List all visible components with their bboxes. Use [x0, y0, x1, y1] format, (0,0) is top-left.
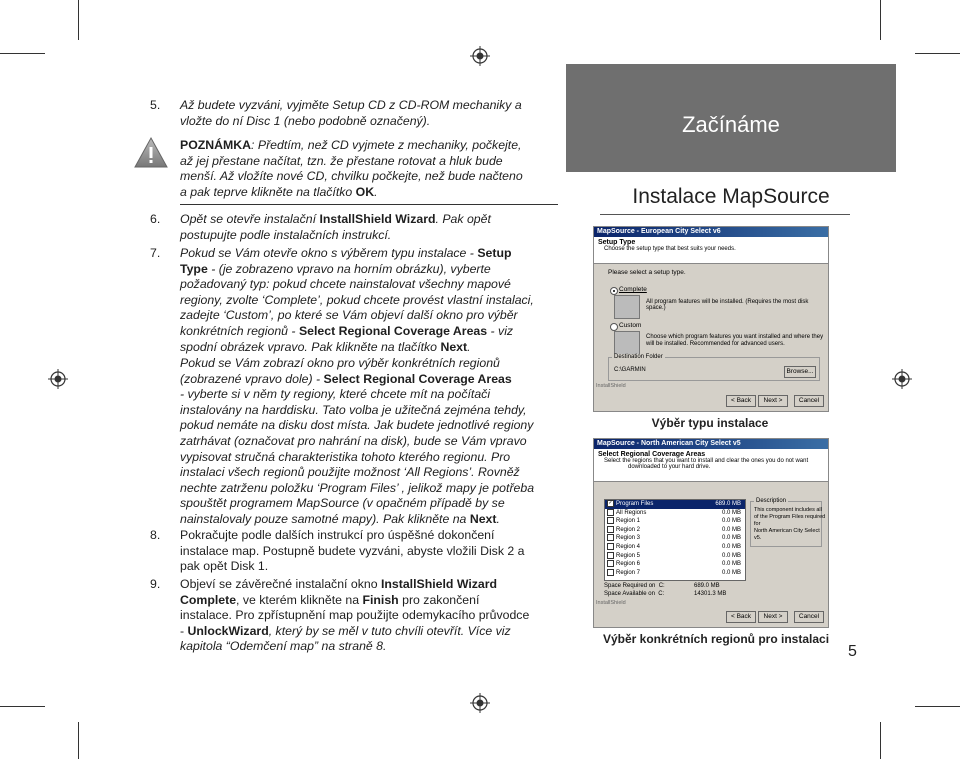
text-line — [180, 624, 558, 640]
cancel-button[interactable]: Cancel — [794, 611, 824, 623]
bold-term: Setup — [477, 246, 512, 260]
dialog-header — [594, 449, 828, 482]
text-line — [180, 324, 558, 340]
bold-term: Complete — [180, 592, 237, 607]
text-span: a pak teprve klikněte na tlačítko — [180, 184, 356, 199]
list-item[interactable] — [605, 569, 745, 578]
region-name: Region 6 — [616, 561, 641, 568]
text-line: postupujte podle instalačních instrukcí. — [180, 227, 392, 242]
description-line: This component includes all — [754, 507, 822, 513]
text-line: požadovaný typ: pokud chcete nainstalovat všechny mapové — [180, 277, 511, 292]
text-span: - viz — [487, 323, 514, 338]
text-line: Pokud se Vám zobrazí okno pro výběr konkrétních regionů — [180, 356, 500, 370]
description-label: Description — [756, 498, 787, 504]
bold-term: InstallShield Wizard — [319, 212, 436, 226]
text-line: regiony, zvolte ‘Complete’, pokud chcete provést vlastní instalaci, — [180, 292, 534, 307]
text-span: . — [496, 511, 500, 526]
space-required — [604, 583, 665, 589]
region-name: Region 2 — [616, 526, 641, 533]
step-7-text — [180, 246, 558, 355]
page-number: 5 — [848, 643, 857, 660]
caption-region-select: Výběr konkrétních regionů pro instalaci — [602, 632, 830, 646]
dialog-subheading: downloaded to your hard drive. — [628, 464, 711, 470]
region-size: 0.0 MB — [721, 561, 741, 568]
text-span: konkrétních regionů - — [180, 323, 299, 338]
complete-radio[interactable] — [610, 287, 618, 295]
crop-mark — [0, 53, 45, 54]
region-name: All Regions — [616, 509, 647, 516]
drive-label: C: — [658, 591, 665, 597]
step-number: 5. — [150, 98, 161, 112]
text-line: vypisovat stručná charakteristika tohoto kterého regionu. Pro — [180, 449, 511, 464]
description-line: of the Program Files required for — [754, 514, 826, 527]
text-line: menší. Až vložíte nové CD, chvilku počkejte, než bude načteno — [180, 169, 523, 184]
text-span: Opět se otevře instalační — [180, 212, 320, 226]
text-span: . — [467, 339, 471, 354]
back-button[interactable]: < Back — [726, 395, 756, 407]
registration-mark-icon — [470, 46, 490, 66]
checkbox-icon[interactable] — [607, 534, 614, 541]
text-span: . — [374, 184, 378, 199]
text-line: nechte zatrženu položku ‘Program Files’ , jelikož mapy je potřeba — [180, 480, 535, 495]
region-name: Region 3 — [616, 535, 641, 542]
setup-prompt: Please select a setup type. — [608, 269, 686, 276]
dialog-heading: Select Regional Coverage Areas — [598, 451, 706, 458]
text-line — [180, 372, 558, 388]
list-item[interactable] — [605, 543, 745, 552]
region-name: Region 4 — [616, 544, 641, 551]
bold-term: Select Regional Coverage Areas — [298, 323, 488, 338]
back-button[interactable]: < Back — [726, 611, 756, 623]
custom-setup-icon — [614, 331, 640, 355]
region-name: Program Files — [616, 501, 654, 508]
custom-description: will be installed. Recommended for advanced users. — [646, 341, 785, 347]
next-button[interactable]: Next > — [758, 611, 788, 623]
bold-term: Select Regional Coverage Areas — [323, 371, 512, 386]
text-line: - vyberte si v něm ty regiony, které chcete mít na počítači — [180, 387, 491, 402]
crop-mark — [915, 706, 960, 707]
step-5-text — [180, 98, 558, 129]
text-line — [180, 577, 558, 593]
dialog-titlebar: MapSource - North American City Select v5 — [594, 439, 828, 449]
region-size: 0.0 MB — [721, 518, 741, 525]
regional-coverage-dialog — [593, 438, 829, 628]
list-item[interactable] — [605, 552, 745, 561]
step-number: 6. — [150, 212, 161, 226]
region-size: 0.0 MB — [721, 552, 741, 559]
text-line: až jej přestane načítat, tzn. že přestane rotovat a hluk bude — [180, 153, 503, 168]
checkbox-checked-icon[interactable]: ✓ — [608, 500, 613, 506]
text-line: kapitola “Odemčení map” na straně 8. — [180, 639, 387, 654]
dialog-header — [594, 237, 828, 264]
complete-description: All program features will be installed. (Requires the most disk space.) — [646, 299, 809, 311]
space-label: Space Required on — [604, 583, 656, 589]
space-label: Space Available on — [604, 591, 655, 597]
text-span: Pokud se Vám otevře okno s výběrem typu instalace - — [180, 246, 478, 260]
step-number: 8. — [150, 528, 161, 542]
registration-mark-icon — [892, 369, 912, 389]
text-line: zatrhávat (označovat pro nahrání na disk), bude se Vám vpravo — [180, 433, 527, 448]
installshield-footer: InstallShield — [596, 383, 626, 389]
bold-term: InstallShield Wizard — [380, 577, 498, 591]
text-span: : Předtím, než CD vyjmete z mechaniky, počkejte, — [251, 138, 522, 152]
text-line: zadejte ‘Custom’, po které se Vám objeví další okno pro výběr — [180, 308, 518, 323]
dialog-subheading: Select the regions that you want to install and clear the ones you do not want — [604, 458, 809, 464]
caption-setup-type: Výběr typu instalace — [651, 416, 769, 430]
text-span: spodní obrázek vpravo. Pak klikněte na tlačítko — [180, 339, 441, 354]
text-line — [180, 246, 558, 262]
region-size: 0.0 MB — [721, 543, 741, 550]
dialog-subheading: Choose the setup type that best suits your needs. — [604, 246, 736, 252]
note-divider — [180, 204, 558, 205]
registration-mark-icon — [470, 693, 490, 713]
region-size: 0.0 MB — [721, 535, 741, 542]
step-9-text — [180, 577, 558, 655]
region-name: Region 5 — [616, 552, 641, 559]
dialog-heading: Setup Type — [598, 239, 636, 246]
region-size: 0.0 MB — [721, 509, 741, 516]
text-line: instalace map. Postupně budete vyzváni, abyste vložili Disk 2 a — [180, 543, 525, 558]
registration-mark-icon — [48, 369, 68, 389]
text-line — [180, 138, 558, 154]
region-name: Region 1 — [616, 518, 641, 525]
list-item[interactable] — [605, 517, 745, 526]
region-size: 0.0 MB — [721, 526, 741, 533]
section-title: Instalace MapSource — [632, 185, 830, 208]
crop-mark — [915, 53, 960, 54]
text-span: . Pak opět — [435, 212, 491, 226]
region-size: 689.0 MB — [715, 501, 741, 507]
list-item[interactable] — [605, 526, 745, 535]
next-button[interactable]: Next > — [758, 395, 788, 407]
browse-button[interactable]: Browse... — [784, 366, 816, 378]
checkbox-icon[interactable] — [607, 517, 614, 524]
text-line: Pokračujte podle dalších instrukcí pro úspěšné dokončení — [180, 528, 495, 542]
text-line: instalovány na harddisku. Tato volba je užitečná zejména tehdy, — [180, 402, 527, 417]
text-span: - — [180, 623, 188, 638]
space-available-value: 14301.3 MB — [694, 591, 727, 597]
setup-type-dialog — [593, 226, 829, 412]
text-line: vložte do ní Disc 1 (nebo podobně označený). — [180, 113, 431, 128]
custom-description: Choose which program features you want installed and where they — [646, 334, 824, 340]
custom-radio[interactable] — [610, 323, 618, 331]
destination-path: C:\GARMIN — [614, 367, 646, 373]
step-8-text — [180, 528, 558, 575]
checkbox-icon[interactable] — [607, 569, 614, 576]
checkbox-icon[interactable] — [607, 560, 614, 567]
cancel-button[interactable]: Cancel — [794, 395, 824, 407]
crop-mark — [880, 722, 881, 759]
text-line — [180, 593, 558, 609]
custom-label[interactable]: Custom — [619, 322, 642, 329]
installshield-footer: InstallShield — [596, 600, 626, 606]
space-required-value: 689.0 MB — [694, 583, 720, 589]
list-item[interactable] — [605, 560, 745, 569]
text-line: Až budete vyzváni, vyjměte Setup CD z CD-ROM mechaniky a — [180, 98, 522, 112]
checkbox-icon[interactable] — [607, 543, 614, 550]
checkbox-icon[interactable] — [607, 552, 614, 559]
list-item[interactable] — [605, 509, 745, 518]
section-divider — [600, 214, 850, 215]
region-size: 0.0 MB — [721, 569, 741, 576]
text-span: (zobrazené vpravo dole) - — [180, 371, 324, 386]
checkbox-icon[interactable] — [607, 526, 614, 533]
text-span: , ve kterém klikněte na — [236, 592, 363, 607]
text-line — [180, 340, 558, 356]
text-line — [180, 185, 558, 201]
chapter-title: Začínáme — [682, 112, 780, 137]
regions-list[interactable] — [604, 499, 746, 581]
text-line — [180, 512, 558, 528]
destination-label: Destination Folder — [614, 354, 663, 360]
crop-mark — [880, 0, 881, 40]
text-line: pokud nemáte na disku dost místa. Jak budete jednotlivé regiony — [180, 418, 534, 433]
dialog-titlebar: MapSource - European City Select v6 — [594, 227, 828, 237]
text-span: nainstalovaly pouze samotné mapy). Pak klikněte na — [180, 511, 470, 526]
bold-term: Type — [180, 261, 208, 276]
text-span: - (je zobrazeno vpravo na horním obrázku), vyberte — [207, 261, 491, 276]
text-line: spouštět programem MapSource (v opačném případě by se — [180, 496, 505, 511]
bold-term: Next — [440, 339, 468, 354]
text-span: , který by se měl v tuto chvíli otevřít. Více viz — [268, 623, 511, 638]
text-span: Objeví se závěrečné instalační okno — [180, 577, 381, 591]
text-line — [180, 262, 558, 278]
crop-mark — [78, 722, 79, 759]
step-number: 7. — [150, 246, 161, 260]
text-span: pro zakončení — [398, 592, 480, 607]
complete-setup-icon — [614, 295, 640, 319]
bold-term: Finish — [362, 592, 399, 607]
text-line: pak opět Disk 1. — [180, 559, 269, 574]
text-line — [180, 212, 558, 228]
drive-label: C: — [658, 583, 665, 589]
ok-label: OK — [355, 184, 375, 199]
region-name: Region 7 — [616, 569, 641, 576]
description-text — [754, 507, 828, 542]
crop-mark — [78, 0, 79, 40]
list-item[interactable] — [605, 500, 745, 509]
note-text — [180, 138, 558, 200]
step-number: 9. — [150, 577, 161, 591]
regions-paragraph — [180, 356, 558, 528]
text-line: instalace. Pro zpřístupnění map použijte odemykacího průvodce — [180, 608, 530, 623]
crop-mark — [0, 706, 45, 707]
step-6-text — [180, 212, 558, 243]
description-line: North American City Select v5. — [754, 528, 820, 541]
complete-label[interactable]: Complete — [619, 286, 647, 293]
text-line: instalaci všech regionů použijte možnost ‘All Regions’. Rovněž — [180, 465, 520, 480]
bold-term: UnlockWizard — [187, 623, 269, 638]
note-label: POZNÁMKA — [180, 138, 252, 152]
warning-icon — [133, 136, 169, 170]
list-item[interactable] — [605, 534, 745, 543]
checkbox-icon[interactable] — [607, 509, 614, 516]
bold-term: Next — [469, 511, 497, 526]
space-available — [604, 591, 664, 597]
